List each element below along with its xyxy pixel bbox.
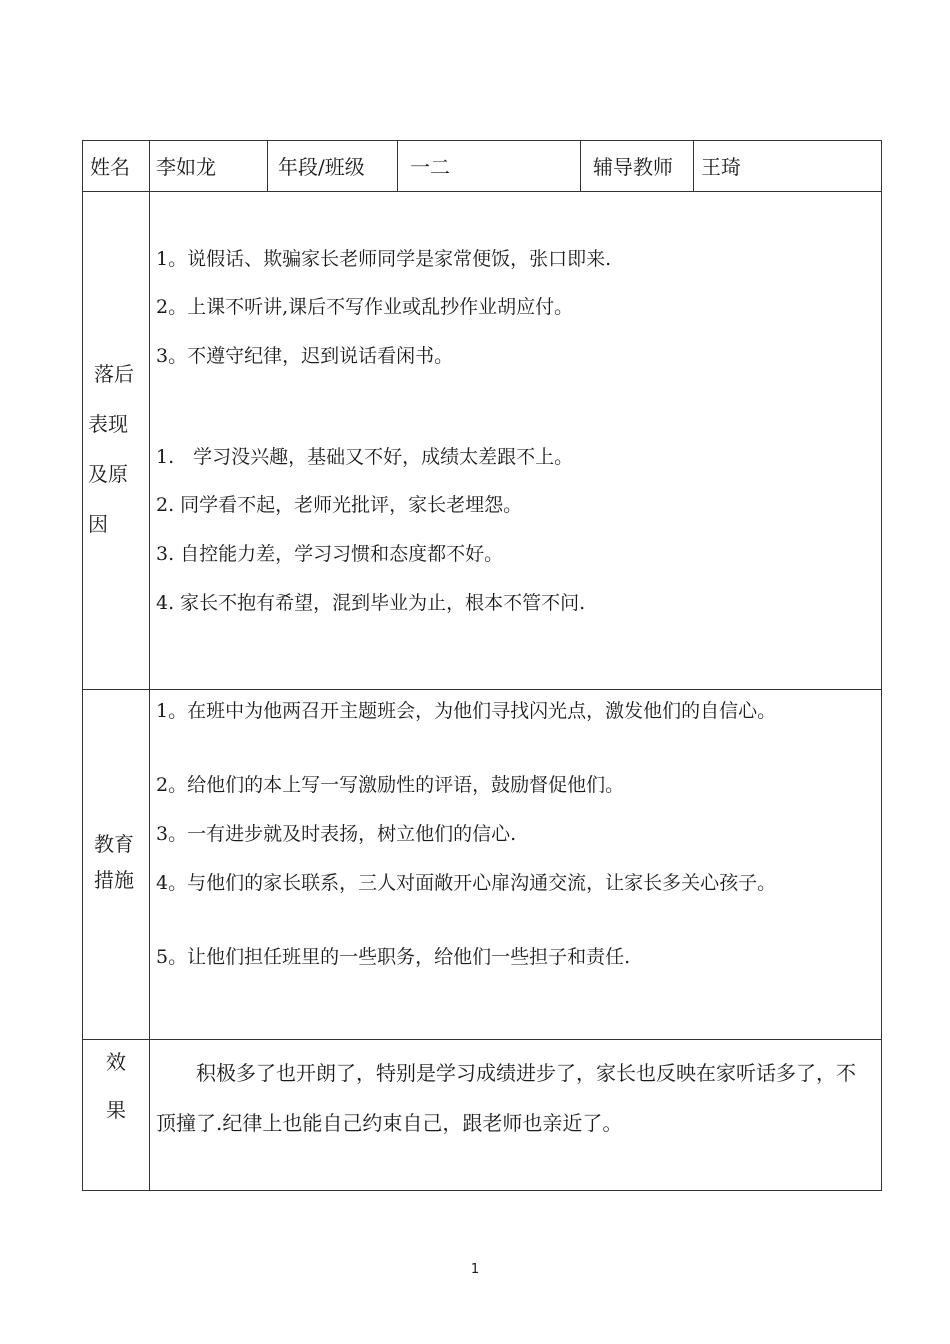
measures-label-line: 措施 [94, 868, 134, 892]
measure-item: 5。让他们担任班里的一些职务，给他们一些担子和责任. [156, 946, 631, 968]
performance-item: 3。不遵守纪律，迟到说话看闲书。 [156, 345, 454, 367]
column-divider [580, 140, 581, 192]
cause-item: 4. 家长不抱有希望，混到毕业为止，根本不管不问. [156, 592, 586, 614]
measure-item: 3。一有进步就及时表扬，树立他们的信心. [156, 823, 517, 845]
tutor-teacher-value: 王琦 [701, 155, 741, 179]
measure-item: 4。与他们的家长联系，三人对面敞开心扉沟通交流，让家长多关心孩子。 [156, 872, 777, 894]
behavior-label [88, 362, 144, 562]
cause-item: 1. 学习没兴趣，基础又不好，成绩太差跟不上。 [156, 446, 574, 468]
column-divider [149, 140, 150, 1191]
performance-item: 2。上课不听讲,课后不写作业或乱抄作业胡应付。 [156, 296, 574, 318]
column-divider [693, 140, 694, 192]
page-number: 1 [470, 1262, 480, 1277]
row-divider [82, 1039, 882, 1040]
cause-item: 3. 自控能力差，学习习惯和态度都不好。 [156, 543, 504, 565]
effect-label-line: 果 [106, 1098, 126, 1122]
grade-class-label: 年段/班级 [278, 155, 365, 179]
effect-text: 积极多了也开朗了，特别是学习成绩进步了，家长也反映在家听话多了，不顶撞了.纪律上也能自己约束自己，跟老师也亲近了。 [156, 1061, 856, 1135]
measure-item: 2。给他们的本上写一写激励性的评语，鼓励督促他们。 [156, 774, 625, 796]
column-divider [267, 140, 268, 192]
behavior-label-line: 因 [88, 512, 108, 536]
measure-item: 1。在班中为他两召开主题班会，为他们寻找闪光点，激发他们的自信心。 [156, 700, 777, 722]
performance-item: 1。说假话、欺骗家长老师同学是家常便饭，张口即来. [156, 248, 612, 270]
row-divider [82, 689, 882, 690]
grade-class-value: 一二 [410, 155, 450, 179]
effect-label-line: 效 [106, 1050, 126, 1074]
behavior-label-line: 表现 [88, 412, 128, 436]
measures-label [94, 832, 144, 904]
effect-label [106, 1050, 136, 1146]
tutor-teacher-label: 辅导教师 [593, 155, 673, 179]
behavior-label-line: 落后 [94, 362, 134, 386]
column-divider [397, 140, 398, 192]
cause-item: 2. 同学看不起，老师光批评，家长老埋怨。 [156, 494, 523, 516]
measures-label-line: 教育 [94, 832, 134, 856]
row-divider [82, 191, 882, 192]
name-value: 李如龙 [156, 155, 216, 179]
name-label: 姓名 [90, 155, 130, 179]
behavior-label-line: 及原 [88, 462, 128, 486]
